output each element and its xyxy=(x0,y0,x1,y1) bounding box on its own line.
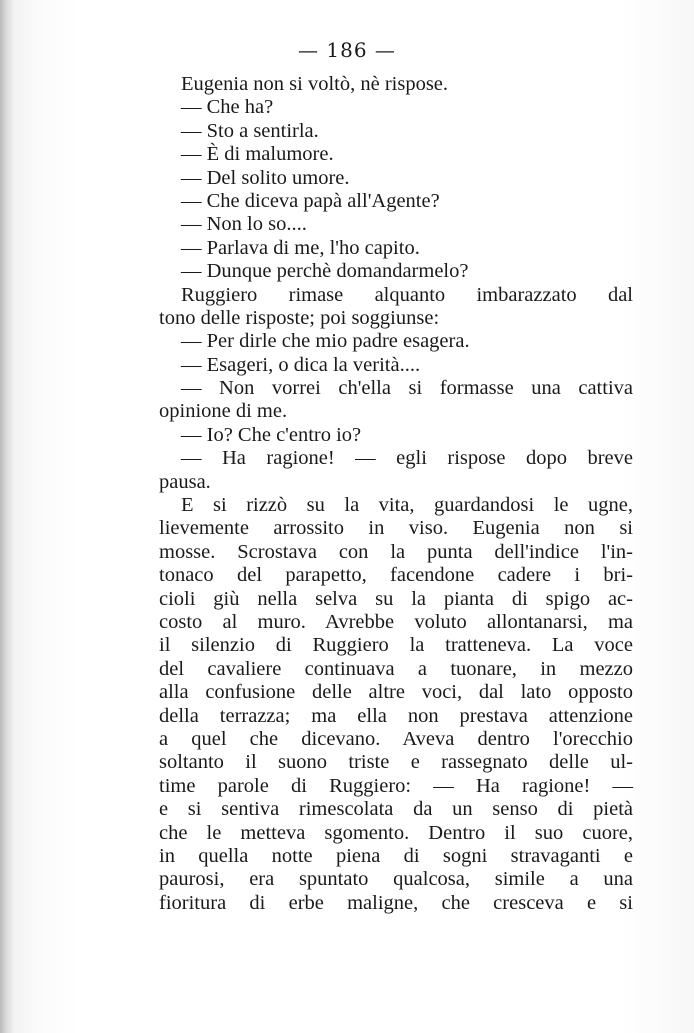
text-line: che le metteva sgomento. Dentro il suo cuore, xyxy=(159,821,633,844)
text-line: costo al muro. Avrebbe voluto allontanarsi, ma xyxy=(159,610,633,633)
text-line: della terrazza; ma ella non prestava attenzione xyxy=(159,704,633,727)
text-line: in quella notte piena di sogni stravaganti e xyxy=(159,844,633,867)
text-line: fioritura di erbe maligne, che cresceva e si xyxy=(159,891,633,914)
text-line: soltanto il suono triste e rassegnato delle ul- xyxy=(159,751,633,774)
text-line: a quel che dicevano. Aveva dentro l'orecchio xyxy=(159,727,633,750)
text-line: — Per dirle che mio padre esagera. xyxy=(181,330,470,353)
text-line: — Dunque perchè domandarmelo? xyxy=(181,260,469,283)
text-line: Eugenia non si voltò, nè rispose. xyxy=(181,73,449,95)
text-line: time parole di Ruggiero: — Ha ragione! — xyxy=(159,774,633,797)
text-line: — È di malumore. xyxy=(181,143,334,166)
text-line: mosse. Scrostava con la punta dell'indice l'in- xyxy=(159,540,633,563)
text-line: — Non vorrei ch'ella si formasse una cattiva xyxy=(181,377,633,400)
text-line: tonaco del parapetto, facendone cadere i bri- xyxy=(159,564,633,587)
text-line: e si sentiva rimescolata da un senso di pietà xyxy=(159,798,633,821)
text-line: lievemente arrossito in viso. Eugenia non si xyxy=(159,517,633,540)
text-line: alla confusione delle altre voci, dal lato opposto xyxy=(159,681,633,704)
text-line: — Ha ragione! — egli rispose dopo breve xyxy=(181,447,633,470)
text-line: E si rizzò su la vita, guardandosi le ugne, xyxy=(181,494,633,517)
text-line: tono delle risposte; poi soggiunse: xyxy=(159,306,440,329)
text-line: pausa. xyxy=(159,470,211,493)
text-line: — Io? Che c'entro io? xyxy=(181,423,362,446)
text-line: paurosi, era spuntato qualcosa, simile a una xyxy=(159,868,633,891)
text-line: cioli giù nella selva su la pianta di spigo ac- xyxy=(159,587,633,610)
text-line: — Parlava di me, l'ho capito. xyxy=(181,236,420,259)
text-line: — Che diceva papà all'Agente? xyxy=(181,189,440,212)
text-line: il silenzio di Ruggiero la tratteneva. La voce xyxy=(159,634,633,657)
text-line: — Esageri, o dica la verità.... xyxy=(181,353,421,376)
text-line: — Sto a sentirla. xyxy=(181,119,319,142)
text-line: del cavaliere continuava a tuonare, in mezzo xyxy=(159,657,633,680)
body-text xyxy=(159,73,633,915)
text-line: — Che ha? xyxy=(181,96,274,119)
text-line: Ruggiero rimase alquanto imbarazzato dal xyxy=(181,283,633,306)
text-line: — Non lo so.... xyxy=(181,213,307,236)
text-line: opinione di me. xyxy=(159,400,288,423)
page-number: — 186 — xyxy=(298,38,396,62)
text-line: — Del solito umore. xyxy=(181,166,350,189)
